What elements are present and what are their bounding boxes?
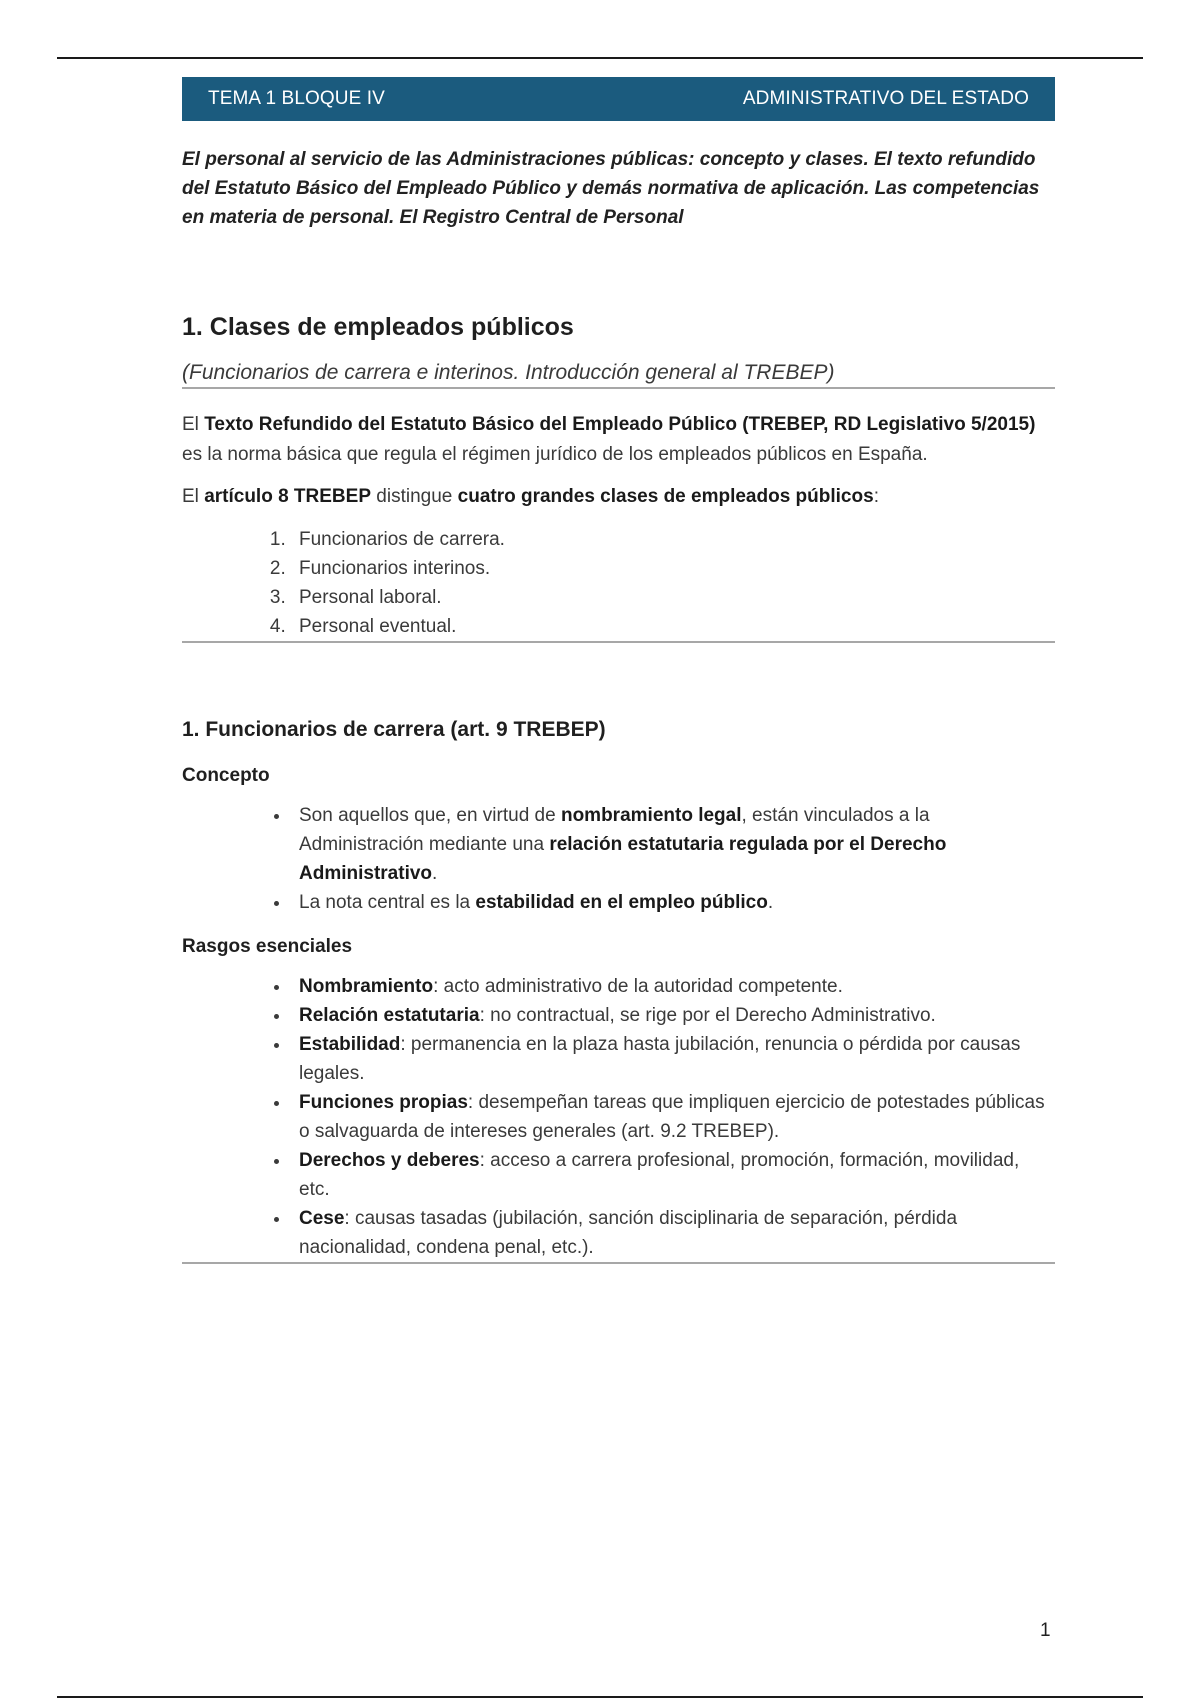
list-item: 1. Funcionarios de carrera. <box>291 525 1055 554</box>
paragraph-text: El <box>182 414 205 435</box>
trait-text: : causas tasadas (jubilación, sanción disciplinaria de separación, pérdida nacionalidad, condena penal, etc.). <box>299 1208 958 1258</box>
paragraph-text: distingue <box>371 486 458 507</box>
traits-list <box>182 972 1055 1262</box>
list-item <box>291 888 1055 917</box>
header-topic: TEMA 1 BLOQUE IV <box>208 88 385 109</box>
section-divider <box>182 387 1055 389</box>
list-item <box>291 1001 1055 1030</box>
page-bottom-rule <box>57 1696 1143 1698</box>
trait-term: Funciones propias <box>299 1092 468 1113</box>
header-course: ADMINISTRATIVO DEL ESTADO <box>742 88 1029 109</box>
item-text: . <box>767 892 774 913</box>
item-text: La nota central es la <box>299 892 476 913</box>
item-bold-text: estabilidad en el empleo público <box>475 892 768 913</box>
trait-term: Relación estatutaria <box>299 1005 480 1026</box>
list-item <box>291 801 1055 888</box>
trait-text: : no contractual, se rige por el Derecho Administrativo. <box>479 1005 936 1026</box>
list-item <box>291 1030 1055 1088</box>
item-text: Son aquellos que, en virtud de <box>299 805 561 826</box>
section-subtitle: (Funcionarios de carrera e interinos. Introducción general al TREBEP) <box>182 361 835 384</box>
topic-statement: El personal al servicio de las Administraciones públicas: concepto y clases. El texto refundido del Estatuto Básico del Empleado Público y demás normativa de aplicación. Las competencias en materia de personal. El Registro Central de Personal <box>182 149 1040 228</box>
list-item: 3. Personal laboral. <box>291 583 1055 612</box>
document-body <box>182 77 1055 1264</box>
item-text: , están vinculados a la Administración mediante una <box>299 805 930 855</box>
list-item <box>291 1204 1055 1262</box>
paragraph-text: : <box>873 486 879 507</box>
list-item: 2. Funcionarios interinos. <box>291 554 1055 583</box>
section-divider <box>182 1262 1055 1264</box>
section-divider <box>182 641 1055 643</box>
page-top-rule <box>57 57 1143 59</box>
paragraph-bold-text: cuatro grandes clases de empleados públicos <box>457 486 874 507</box>
article-8-paragraph <box>182 482 1055 512</box>
paragraph-bold-text: artículo 8 TREBEP <box>204 486 372 507</box>
trait-text: : permanencia en la plaza hasta jubilación, renuncia o pérdida por causas legales. <box>299 1034 1021 1084</box>
trait-term: Nombramiento <box>299 976 434 997</box>
trait-text: : acto administrativo de la autoridad competente. <box>433 976 843 997</box>
paragraph-text: El <box>182 486 205 507</box>
list-item <box>291 972 1055 1001</box>
page-number: 1 <box>1040 1620 1051 1641</box>
item-bold-text: relación estatutaria regulada por el Derecho Administrativo <box>299 834 947 884</box>
trait-term: Cese <box>299 1208 345 1229</box>
list-item: 4. Personal eventual. <box>291 612 1055 641</box>
trait-text: : acceso a carrera profesional, promoción, formación, movilidad, etc. <box>299 1150 1020 1200</box>
trait-term: Derechos y deberes <box>299 1150 480 1171</box>
paragraph-text: es la norma básica que regula el régimen jurídico de los empleados públicos en España. <box>182 444 928 465</box>
subsection-heading: 1. Funcionarios de carrera (art. 9 TREBEP) <box>182 718 606 741</box>
concept-list <box>182 801 1055 917</box>
list-item <box>291 1088 1055 1146</box>
list-item <box>291 1146 1055 1204</box>
trait-term: Estabilidad <box>299 1034 401 1055</box>
trait-text: : desempeñan tareas que impliquen ejercicio de potestades públicas o salvaguarda de intereses generales (art. 9.2 TREBEP). <box>299 1092 1045 1142</box>
trebep-paragraph <box>182 410 1055 470</box>
paragraph-bold-text: Texto Refundido del Estatuto Básico del Empleado Público (TREBEP, RD Legislativo 5/2015) <box>204 414 1036 435</box>
header-banner <box>182 77 1055 121</box>
item-text: . <box>432 863 438 884</box>
concept-heading: Concepto <box>182 765 270 786</box>
item-bold-text: nombramiento legal <box>560 805 742 826</box>
traits-heading: Rasgos esenciales <box>182 936 353 957</box>
section-heading: 1. Clases de empleados públicos <box>182 313 574 341</box>
employee-classes-list <box>182 525 1055 641</box>
